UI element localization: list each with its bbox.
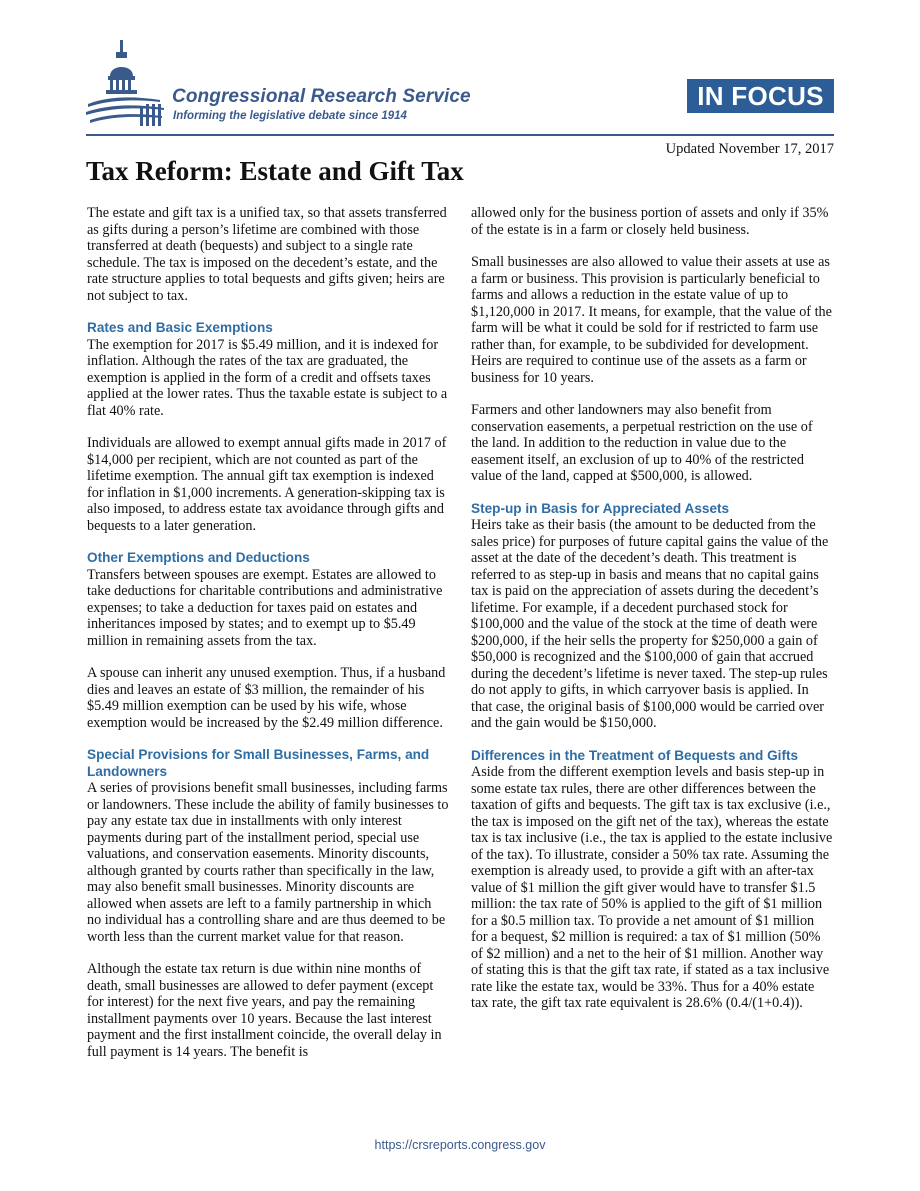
paragraph: A series of provisions benefit small businesses, including farms or landowners. These include the ability of family businesses to pay any estate tax due in installments with only interest payments during part of the installment period, special use valuations, and conservation easements. Minority discounts, although granted by courts rather than specifically in the law, may also benefit small businesses. Minority discounts are allowed when assets are left to a family partnership in which no individual has a controlling share and are thus deemed to be worth less than the current market value for that reason. xyxy=(87,780,449,945)
paragraph: Individuals are allowed to exempt annual gifts made in 2017 of $14,000 per recipient, which are not counted as part of the lifetime exemption. The annual gift tax exemption is indexed for inflation in $1,000 increments. A generation-skipping tax is also imposed, to address estate tax avoidance through gifts and bequests to a later generation. xyxy=(87,435,447,534)
paragraph: Transfers between spouses are exempt. Estates are allowed to take deductions for charitable contributions and administrative expenses; to take a deduction for taxes paid on estates and inheritances imposed by states; and to exempt up to $5.49 million in remaining assets from the tax. xyxy=(87,566,443,649)
updated-date: Updated November 17, 2017 xyxy=(665,141,834,157)
capitol-dome-icon xyxy=(86,40,166,130)
section-heading-differences: Differences in the Treatment of Bequests and Gifts xyxy=(471,747,799,763)
paragraph: Although the estate tax return is due within nine months of death, small businesses are allowed to defer payment (except for interest) for the next five years, and pay the remaining installment payments over 10 years. Because the last interest payment and the first installment coincide, the overall delay in full payment is 14 years. The benefit is xyxy=(87,961,442,1060)
left-column xyxy=(87,205,449,1076)
footer-url-link[interactable]: https://crsreports.congress.gov xyxy=(374,1138,546,1152)
paragraph: The exemption for 2017 is $5.49 million, and it is indexed for inflation. Although the rates of the tax are graduated, the exemption is applied in the form of a credit and offsets taxes applied at the lower rates. Thus the taxable estate is subject to a flat 40% rate. xyxy=(87,336,448,419)
section-heading-step-up: Step-up in Basis for Appreciated Assets xyxy=(471,500,730,516)
page-title: Tax Reform: Estate and Gift Tax xyxy=(86,156,464,186)
paragraph: Small businesses are also allowed to value their assets at use as a farm or business. This provision is particularly beneficial to farms and allows a reduction in the estate value of up to $1,120,000 in 2017. It means, for example, that the value of the farm will be what it could be sold for if restricted to farm use rather than, for example, to be subdivided for development. Heirs are required to continue use of the assets as a farm or business for 10 years. xyxy=(471,254,832,386)
paragraph: Aside from the different exemption levels and basis step-up in some estate tax rules, there are other differences between the taxation of gifts and bequests. The gift tax is tax exclusive (i.e., the tax is imposed on the gift net of the tax), whereas the estate tax is tax inclusive (i.e., the tax is applied to the estate inclusive of the tax). To illustrate, consider a 50% tax rate. Assuming the exemption is already used, to provide a gift with an after-tax value of $1 million the gift giver would have to transfer $1.5 million: the tax rate of 50% is applied to the gift of $1 million for a $0.5 million tax. To provide a net amount of $1 million for a bequest, $2 million is required: a tax of $1 million (50% of $2 million) and a net to the heir of $1 million. Another way of stating this is that the gift tax rate, if stated as a tax inclusive rate like the estate tax, would be 33%. Thus for a 40% estate tax rate, the gift tax rate equivalent is 28.6% (0.4/(1+0.4)). xyxy=(471,764,833,1011)
in-focus-badge: IN FOCUS xyxy=(687,79,834,113)
paragraph: allowed only for the business portion of assets and only if 35% of the estate is in a farm or closely held business. xyxy=(471,205,829,238)
section-heading-rates: Rates and Basic Exemptions xyxy=(87,320,273,335)
paragraph: The estate and gift tax is a unified tax, so that assets transferred as gifts during a person’s lifetime are combined with those transferred at death (bequests) and subject to a single rate schedule. The tax is imposed on the decedent’s estate, and the rate structure applies to total bequests and gifts given; heirs are not subject to tax. xyxy=(87,205,447,304)
header-rule xyxy=(86,134,834,136)
section-heading-other-exemptions: Other Exemptions and Deductions xyxy=(87,550,310,565)
org-tagline: Informing the legislative debate since 1914 xyxy=(173,110,407,122)
paragraph: A spouse can inherit any unused exemption. Thus, if a husband dies and leaves an estate of $3 million, the remainder of his $5.49 million exemption can be used by his wife, whose exemption would be increased by the $2.49 million difference. xyxy=(87,665,446,731)
right-column xyxy=(471,205,833,1028)
section-heading-special-provisions: Special Provisions for Small Businesses, Farms, and Landowners xyxy=(87,747,430,779)
page-header xyxy=(0,0,920,140)
paragraph: Farmers and other landowners may also benefit from conservation easements, a perpetual restriction on the use of the land. In addition to the reduction in value due to the easement itself, an exclusion of up to 40% of the restricted value of the land, capped at $500,000, is allowed. xyxy=(471,402,813,484)
paragraph: Heirs take as their basis (the amount to be deducted from the sales price) for purposes of future capital gains the value of the asset at the date of the decedent’s death. This treatment is referred to as step-up in basis and means that no capital gains tax is paid on the appreciation of assets during the decedent’s lifetime. For example, if a decedent purchased stock for $100,000 and the value of the stock at the time of death were $200,000, if the heir sells the property for $250,000 a gain of $50,000 is recognized and the $100,000 of gain that accrued during the decedent’s lifetime is never taxed. The step-up rules do not apply to gifts, in which carryover basis is applied. In that case, the original basis of $100,000 would be carried over and the gain would be $150,000. xyxy=(471,517,829,731)
org-name: Congressional Research Service xyxy=(172,86,471,107)
